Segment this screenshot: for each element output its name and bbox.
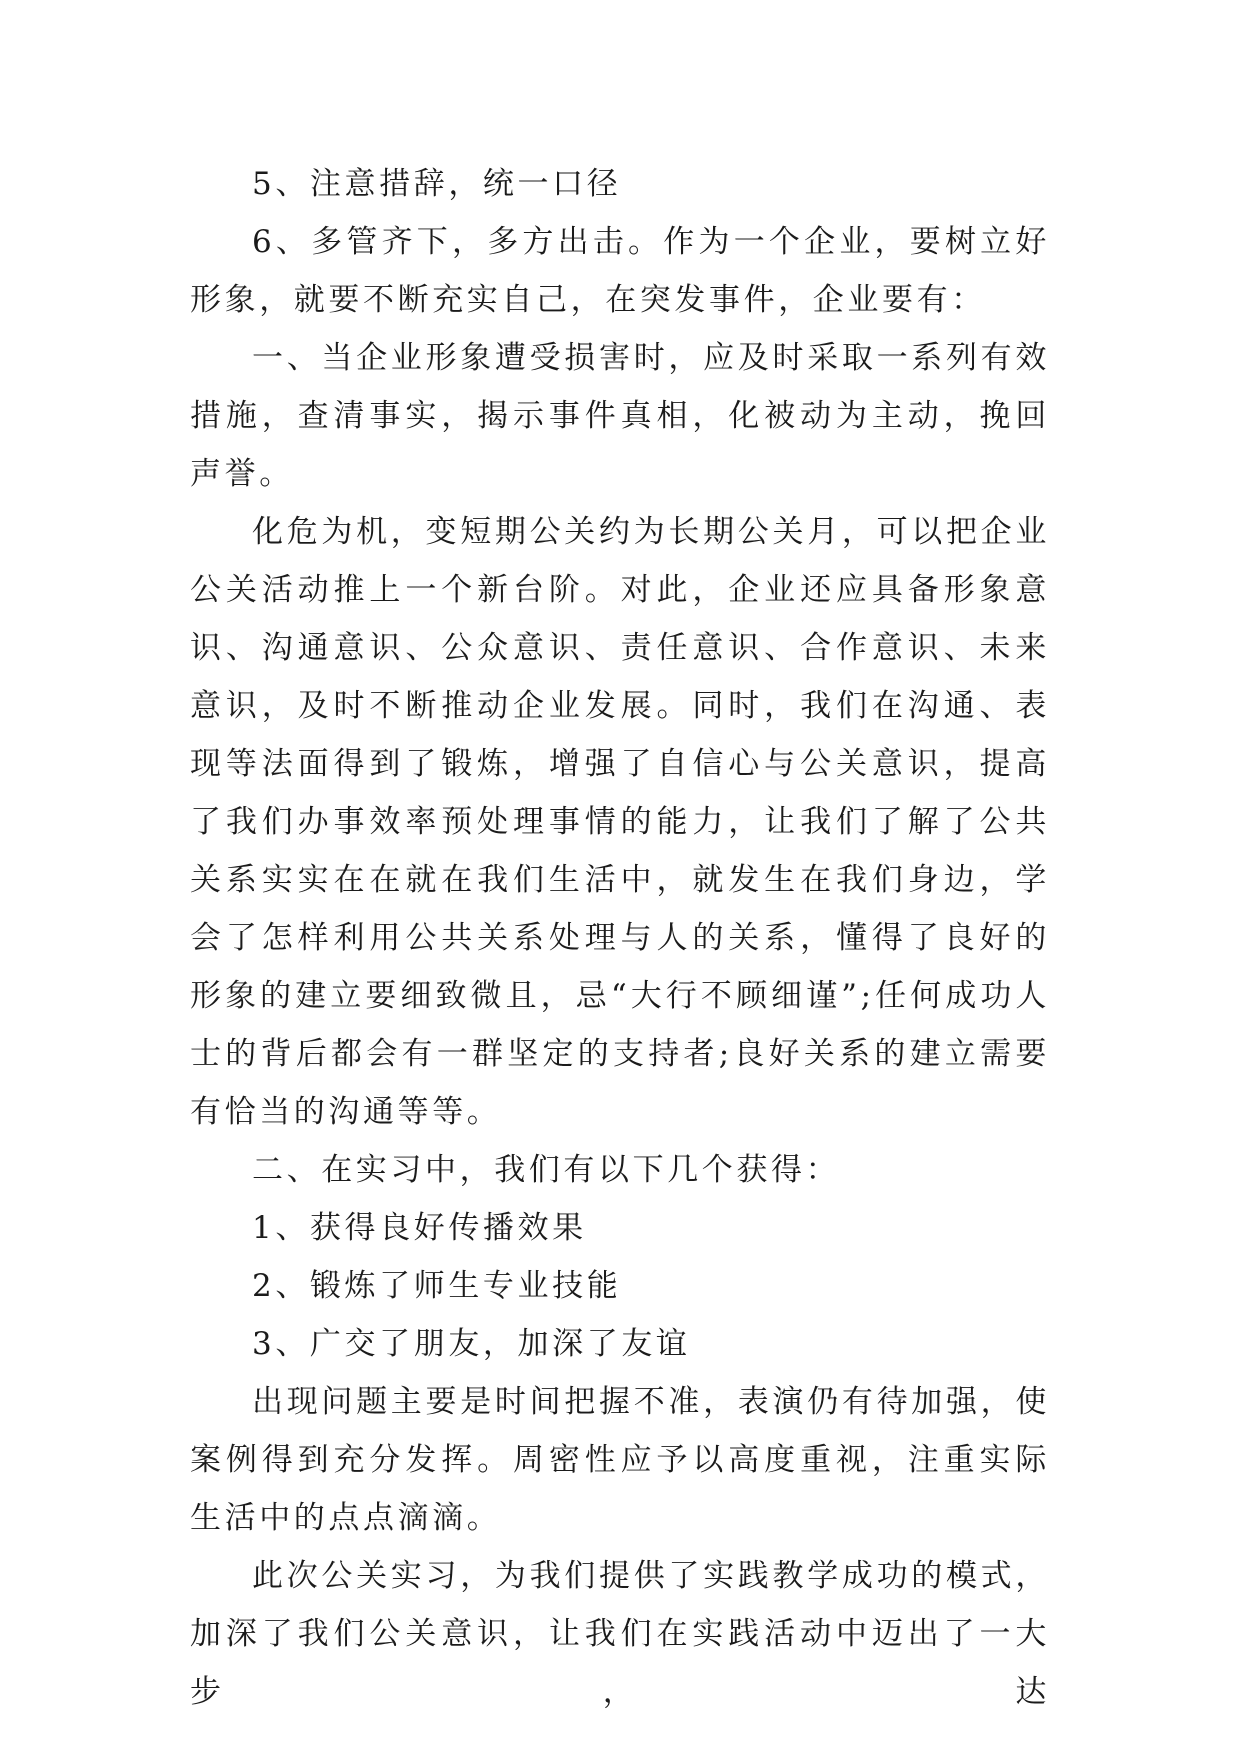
paragraph-item-6: 6、多管齐下，多方出击。作为一个企业，要树立好形象，就要不断充实自己，在突发事件，企业要有：	[190, 224, 1050, 318]
paragraph-conclusion: 此次公关实习，为我们提供了实践教学成功的模式，加深了我们公关意识，让我们在实践活动中迈出了一大步，达	[190, 1558, 1050, 1710]
paragraph-crisis-opportunity: 化危为机，变短期公关约为长期公关月，可以把企业公关活动推上一个新台阶。对此，企业还应具备形象意识、沟通意识、公众意识、责任意识、合作意识、未来意识，及时不断推动企业发展。同时，我们在沟通、表现等法面得到了锻炼，增强了自信心与公关意识，提高了我们办事效率预处理事情的能力，让我们了解了公共关系实实在在就在我们生活中，就发生在我们身边，学会了怎样利用公共关系处理与人的关系，懂得了良好的形象的建立要细致微且，忌“大行不顾细谨”;任何成功人士的背后都会有一群坚定的支持者;良好关系的建立需要有恰当的沟通等等。	[190, 514, 1050, 1130]
paragraph-section-two: 二、在实习中，我们有以下几个获得：	[252, 1152, 841, 1188]
paragraph-gain-2: 2、锻炼了师生专业技能	[252, 1268, 622, 1304]
paragraph-gain-1: 1、获得良好传播效果	[252, 1210, 587, 1246]
paragraph-section-one: 一、当企业形象遭受损害时，应及时采取一系列有效措施，查清事实，揭示事件真相，化被动为主动，挽回声誉。	[190, 340, 1050, 492]
paragraph-problems: 出现问题主要是时间把握不准，表演仍有待加强，使案例得到充分发挥。周密性应予以高度重视，注重实际生活中的点点滴滴。	[190, 1384, 1050, 1536]
paragraph-item-5: 5、注意措辞，统一口径	[252, 166, 622, 202]
document-page	[190, 155, 1050, 1721]
paragraph-gain-3: 3、广交了朋友，加深了友谊	[252, 1326, 691, 1362]
